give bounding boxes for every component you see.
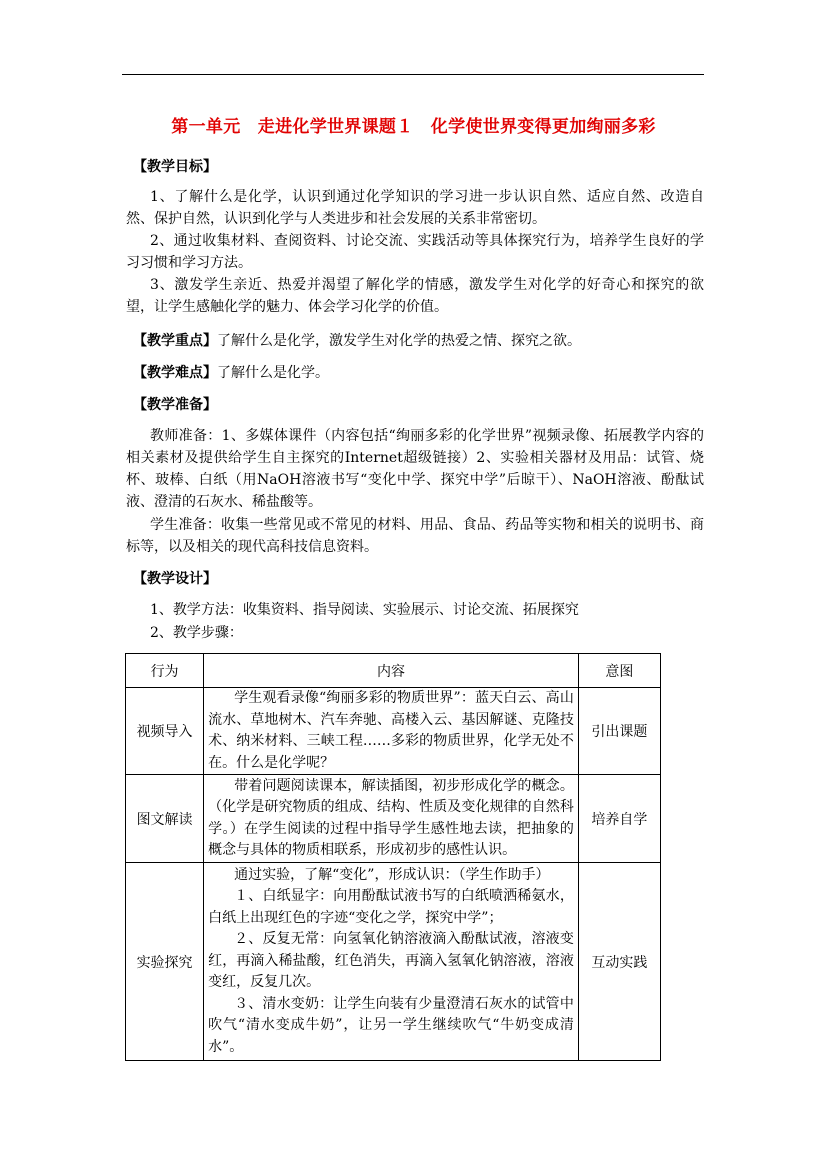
column-header-intent: 意图 xyxy=(578,654,660,688)
focus-text: 了解什么是化学，激发学生对化学的热爱之情、探究之欲。 xyxy=(217,333,581,349)
row-content xyxy=(204,688,579,775)
design-heading: 【教学设计】 xyxy=(133,571,217,587)
difficulty-heading: 【教学难点】 xyxy=(133,365,217,381)
table-row xyxy=(126,775,661,863)
objective-item-2: 2、通过收集材料、查阅资料、讨论交流、实践活动等具体探究行为，培养学生良好的学习习惯和学习方法。 xyxy=(126,233,704,271)
table-header-row xyxy=(126,654,661,688)
column-header-action: 行为 xyxy=(126,654,204,688)
page-title: 第一单元 走进化学世界课题１ 化学使世界变得更加绚丽多彩 xyxy=(171,117,656,137)
focus-line xyxy=(133,330,581,350)
teacher-preparation: 教师准备：1、多媒体课件（内容包括“绚丽多彩的化学世界”视频录像、拓展教学内容的相关素材及提供给学生自主探究的Internet超级链接）2、实验相关器材及用品：试管、烧杯、玻棒、白纸（用NaOH溶液书写“变化中学、探究中学”后晾干）、NaOH溶液、酚酞试液、澄清的石灰水、稀盐酸等。 xyxy=(126,428,704,510)
column-header-content: 内容 xyxy=(204,654,579,688)
difficulty-text: 了解什么是化学。 xyxy=(217,365,329,381)
row-action: 视频导入 xyxy=(126,688,204,775)
teaching-design-table xyxy=(125,653,661,1061)
row-action: 图文解读 xyxy=(126,775,204,863)
row-intent: 互动实践 xyxy=(578,863,660,1061)
objectives-heading: 【教学目标】 xyxy=(133,159,217,175)
row-content xyxy=(204,863,579,1061)
objective-item-3: 3、激发学生亲近、热爱并渴望了解化学的情感，激发学生对化学的好奇心和探究的欲望，让学生感触化学的魅力、体会学习化学的价值。 xyxy=(126,277,704,315)
focus-heading: 【教学重点】 xyxy=(133,333,217,349)
content-paragraph: ３、清水变奶：让学生向装有少量澄清石灰水的试管中吹气“清水变成牛奶”，让另一学生继续吹气“牛奶变成清水”。 xyxy=(208,995,574,1055)
difficulty-line xyxy=(133,362,329,382)
row-content xyxy=(204,775,579,863)
table-row xyxy=(126,688,661,775)
table-row xyxy=(126,863,661,1061)
teaching-method: 1、教学方法：收集资料、指导阅读、实验展示、讨论交流、拓展探究 xyxy=(150,602,579,618)
row-intent: 引出课题 xyxy=(578,688,660,775)
preparation-heading: 【教学准备】 xyxy=(133,397,217,413)
content-paragraph: 通过实验，了解“变化”，形成认识：（学生作助手） xyxy=(234,866,550,883)
header-rule xyxy=(122,74,704,75)
teaching-steps-label: 2、教学步骤： xyxy=(150,625,243,641)
row-intent: 培养自学 xyxy=(578,775,660,863)
content-paragraph: １、白纸显字：向用酚酞试液书写的白纸喷洒稀氨水，白纸上出现红色的字迹“变化之学，探究中学”； xyxy=(208,888,574,926)
content-paragraph: ２、反复无常：向氢氧化钠溶液滴入酚酞试液，溶液变红，再滴入稀盐酸，红色消失，再滴入氢氧化钠溶液，溶液变红，反复几次。 xyxy=(208,931,574,991)
content-paragraph: 带着问题阅读课本，解读插图，初步形成化学的概念。（化学是研究物质的组成、结构、性质及变化规律的自然科学。）在学生阅读的过程中指导学生感性地去读，把抽象的概念与具体的物质相联系，形成初步的感性认识。 xyxy=(208,777,574,858)
content-paragraph: 学生观看录像“绚丽多彩的物质世界”：蓝天白云、高山流水、草地树木、汽车奔驰、高楼入云、基因解谜、克隆技术、纳米材料、三峡工程……多彩的物质世界，化学无处不在。什么是化学呢？ xyxy=(208,690,574,771)
row-action: 实验探究 xyxy=(126,863,204,1061)
objective-item-1: 1、了解什么是化学，认识到通过化学知识的学习进一步认识自然、适应自然、改造自然、保护自然，认识到化学与人类进步和社会发展的关系非常密切。 xyxy=(126,189,704,227)
student-preparation: 学生准备：收集一些常见或不常见的材料、用品、食品、药品等实物和相关的说明书、商标等，以及相关的现代高科技信息资料。 xyxy=(126,517,704,555)
